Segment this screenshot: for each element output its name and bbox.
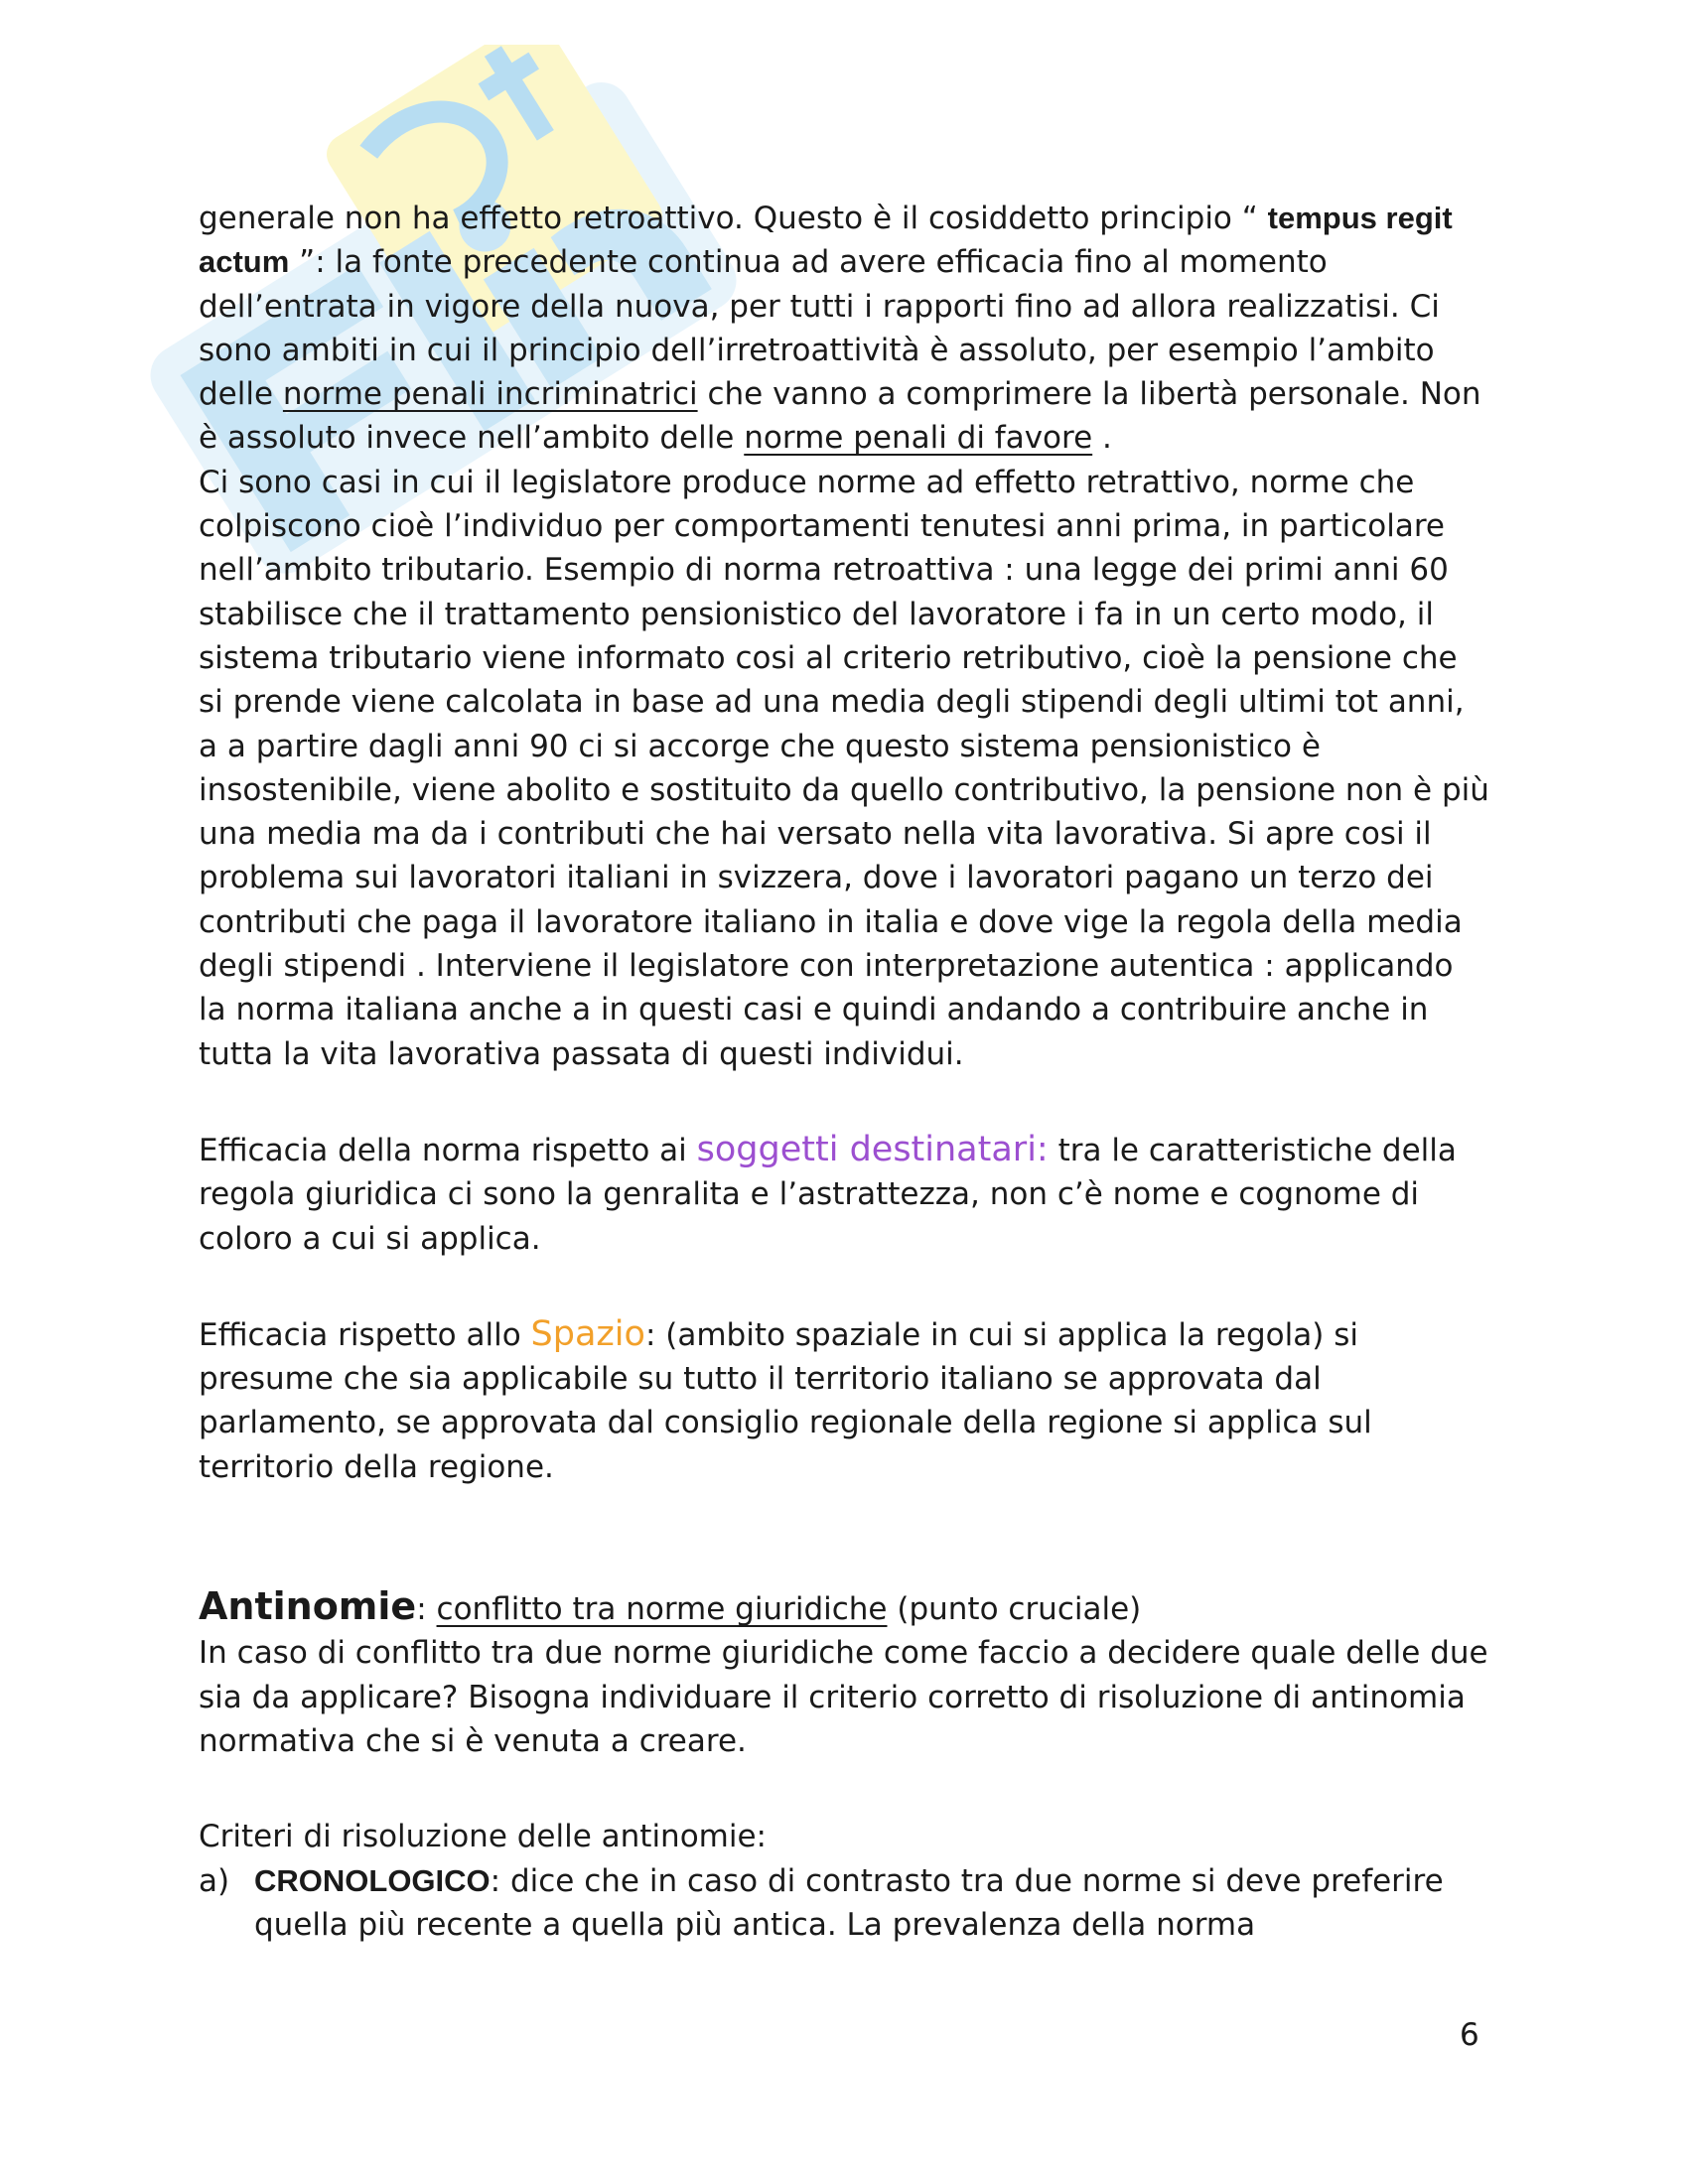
highlight-spazio: Spazio xyxy=(530,1313,645,1354)
spacer xyxy=(199,1261,1489,1312)
text-run: : xyxy=(416,1591,437,1628)
heading-antinomie xyxy=(199,1584,1489,1631)
criterion-label: CRONOLOGICO xyxy=(254,1862,491,1898)
criteria-intro: Criteri di risoluzione delle antinomie: xyxy=(199,1819,768,1855)
criterion-text: : dice che in caso di contrasto tra due norme si deve preferire quella più recente a quella più antica. La prevalenza della norma xyxy=(254,1862,1444,1943)
text-run: che vanno a comprimere la libertà personale. Non è assoluto invece nell’ambito delle xyxy=(199,376,1481,457)
text-run: generale non ha effetto retroattivo. Questo è il cosiddetto principio “ xyxy=(199,201,1268,236)
page-number: 6 xyxy=(1460,2017,1479,2053)
highlight-soggetti-destinatari: soggetti destinatari: xyxy=(696,1129,1049,1169)
underlined-norme-penali-di-favore: norme penali di favore xyxy=(744,420,1093,457)
text-run: (punto cruciale) xyxy=(887,1591,1142,1628)
paragraph-retroactive-example: Ci sono casi in cui il legislatore produce norme ad effetto retrattivo, norme che colpiscono cioè l’individuo per comportamenti tenutesi anni prima, in particolare nell’ambito tributario. Esempio di norma retroattiva : una legge dei primi anni 60 stabilisce che il trattamento pensionistico del lavoratore i fa in un certo modo, il sistema tributario viene informato cosi al criterio retributivo, cioè la pensione che si prende viene calcolata in base ad una media degli stipendi degli ultimi tot anni, a a partire dagli anni 90 ci si accorge che questo sistema pensionistico è insostenibile, viene abolito e sostituito da quello contributivo, la pensione non è più una media ma da i contributi che hai versato nella vita lavorativa. Si apre cosi il problema sui lavoratori italiani in svizzera, dove i lavoratori pagano un terzo dei contributi che paga il lavoratore italiano in italia e dove vige la regola della media degli stipendi . Interviene il legislatore con interpretazione autentica : applicando la norma italiana anche a in questi casi e quindi andando a contribuire anche in tutta la vita lavorativa passata di questi individui. xyxy=(199,464,1489,1072)
text-run: ”: la fonte precedente continua ad avere efficacia fino al momento dell’entrata in vigore della nuova, per tutti i rapporti fino ad allora realizzatisi. Ci sono ambiti in cui il principio dell’irretroattività è assoluto, per esempio l’ambito delle xyxy=(199,244,1440,413)
paragraph-spazio xyxy=(199,1312,1489,1489)
paragraph-antinomie-body: In caso di conflitto tra due norme giuridiche come faccio a decidere quale delle due sia da applicare? Bisogna individuare il criterio corretto di risoluzione di antinomia normativa che si è venuta a creare. xyxy=(199,1635,1488,1759)
underlined-conflitto: conflitto tra norme giuridiche xyxy=(436,1591,888,1628)
text-run: Efficacia rispetto allo xyxy=(199,1316,531,1353)
text-run: . xyxy=(1092,420,1112,457)
text-run: tra le caratteristiche della regola giuridica ci sono la genralita e l’astrattezza, non c’è nome e cognome di coloro a cui si applica. xyxy=(199,1132,1457,1257)
text-run: Efficacia della norma rispetto ai xyxy=(199,1132,697,1168)
list-item xyxy=(199,1859,1489,1948)
page-content xyxy=(199,197,1489,1947)
paragraph-soggetti-destinatari xyxy=(199,1128,1489,1261)
list-marker: a) xyxy=(199,1862,230,1899)
section-title: Antinomie xyxy=(199,1584,417,1629)
paragraph-retroactivity xyxy=(199,197,1489,461)
text-run: : (ambito spaziale in cui si applica la regola) si presume che sia applicabile su tutto il territorio italiano se approvata dal parlamento, se approvata dal consiglio regionale della regione si applica sul territorio della regione. xyxy=(199,1316,1372,1485)
spacer xyxy=(199,1489,1489,1584)
underlined-norme-penali-incriminatrici: norme penali incriminatrici xyxy=(282,376,698,413)
spacer xyxy=(199,1076,1489,1128)
spacer xyxy=(199,1763,1489,1815)
term-tempus-regit-actum: tempus regit actum xyxy=(199,201,1453,280)
